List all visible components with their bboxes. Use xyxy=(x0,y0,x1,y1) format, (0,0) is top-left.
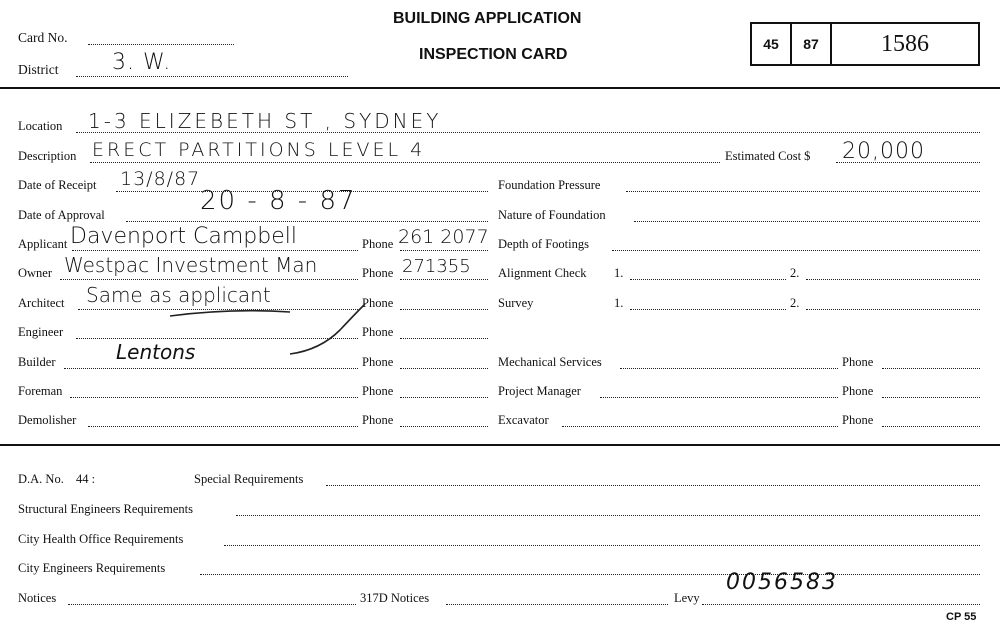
survey-field-1[interactable] xyxy=(630,309,786,310)
architect-phone-field[interactable] xyxy=(400,309,488,310)
special-requirements-field[interactable] xyxy=(326,485,980,486)
estimated-cost-value: 20,000 xyxy=(842,139,925,164)
foundation-pressure-field[interactable] xyxy=(626,191,980,192)
structural-engineers-field[interactable] xyxy=(236,515,980,516)
excavator-phone-field[interactable] xyxy=(882,426,980,427)
divider-top xyxy=(0,87,1000,89)
mechanical-services-label: Mechanical Services xyxy=(498,355,602,369)
alignment-field-1[interactable] xyxy=(630,279,786,280)
project-manager-field[interactable] xyxy=(600,397,838,398)
demolisher-phone-label: Phone xyxy=(362,413,394,427)
survey-num-1: 1. xyxy=(614,296,624,310)
date-approval-label: Date of Approval xyxy=(18,208,105,222)
applicant-phone-field[interactable] xyxy=(400,250,488,251)
foreman-label: Foreman xyxy=(18,384,63,398)
mechanical-phone-label: Phone xyxy=(842,355,874,369)
date-approval-field[interactable] xyxy=(126,221,488,222)
engineer-phone-field[interactable] xyxy=(400,338,488,339)
da-no-label: D.A. No. xyxy=(18,472,64,486)
location-label: Location xyxy=(18,119,63,133)
notices-label: Notices xyxy=(18,591,57,605)
excavator-field[interactable] xyxy=(562,426,838,427)
box-cell-a: 45 xyxy=(750,22,792,66)
builder-phone-label: Phone xyxy=(362,355,394,369)
architect-label: Architect xyxy=(18,296,65,310)
owner-phone-field[interactable] xyxy=(400,279,488,280)
architect-value: Same as applicant xyxy=(86,283,271,307)
foreman-phone-field[interactable] xyxy=(400,397,488,398)
pen-strokes xyxy=(150,290,380,370)
nature-foundation-field[interactable] xyxy=(634,221,980,222)
mechanical-phone-field[interactable] xyxy=(882,368,980,369)
mechanical-services-field[interactable] xyxy=(620,368,838,369)
depth-footings-field[interactable] xyxy=(612,250,980,251)
district-field[interactable] xyxy=(76,76,348,77)
levy-label: Levy xyxy=(674,591,700,605)
divider-middle xyxy=(0,444,1000,446)
city-health-field[interactable] xyxy=(224,545,980,546)
card-no-label: Card No. xyxy=(18,30,68,45)
alignment-num-1: 1. xyxy=(614,266,624,280)
notices-317d-label: 317D Notices xyxy=(360,591,430,605)
levy-value: 0056583 xyxy=(726,570,838,595)
owner-field[interactable] xyxy=(60,279,358,280)
description-value: ERECT PARTITIONS LEVEL 4 xyxy=(92,139,426,161)
district-label: District xyxy=(18,62,59,77)
survey-field-2[interactable] xyxy=(806,309,980,310)
estimated-cost-label: Estimated Cost $ xyxy=(725,149,811,163)
special-requirements-label: Special Requirements xyxy=(194,472,304,486)
owner-phone-label: Phone xyxy=(362,266,394,280)
form-title-line2: INSPECTION CARD xyxy=(419,46,568,63)
box-cell-b: 87 xyxy=(790,22,832,66)
demolisher-field[interactable] xyxy=(88,426,358,427)
excavator-label: Excavator xyxy=(498,413,549,427)
builder-phone-field[interactable] xyxy=(400,368,488,369)
alignment-check-label: Alignment Check xyxy=(498,266,587,280)
builder-value: Lentons xyxy=(116,340,196,364)
survey-label: Survey xyxy=(498,296,534,310)
excavator-phone-label: Phone xyxy=(842,413,874,427)
city-health-label: City Health Office Requirements xyxy=(18,532,184,546)
city-engineers-field[interactable] xyxy=(200,574,980,575)
description-label: Description xyxy=(18,149,77,163)
foundation-pressure-label: Foundation Pressure xyxy=(498,178,601,192)
district-value: 3. W. xyxy=(112,50,172,75)
location-value: 1-3 ELIZEBETH ST , SYDNEY xyxy=(88,109,442,133)
box-cell-number: 1586 xyxy=(830,22,980,66)
alignment-num-2: 2. xyxy=(790,266,800,280)
date-approval-value: 20 - 8 - 87 xyxy=(200,186,357,216)
builder-label: Builder xyxy=(18,355,56,369)
da-no-value: 44 : xyxy=(76,472,96,486)
foreman-field[interactable] xyxy=(70,397,358,398)
nature-foundation-label: Nature of Foundation xyxy=(498,208,606,222)
applicant-phone-value: 261 2077 xyxy=(398,226,489,248)
notices-field[interactable] xyxy=(68,604,356,605)
applicant-phone-label: Phone xyxy=(362,237,394,251)
description-field[interactable] xyxy=(90,162,720,163)
owner-value: Westpac Investment Man xyxy=(64,253,318,277)
project-manager-phone-field[interactable] xyxy=(882,397,980,398)
applicant-label: Applicant xyxy=(18,237,68,251)
owner-label: Owner xyxy=(18,266,53,280)
demolisher-label: Demolisher xyxy=(18,413,77,427)
alignment-field-2[interactable] xyxy=(806,279,980,280)
card-no-field[interactable] xyxy=(88,44,234,45)
foreman-phone-label: Phone xyxy=(362,384,394,398)
engineer-phone-label: Phone xyxy=(362,325,394,339)
project-manager-phone-label: Phone xyxy=(842,384,874,398)
project-manager-label: Project Manager xyxy=(498,384,581,398)
levy-field[interactable] xyxy=(702,604,980,605)
applicant-value: Davenport Campbell xyxy=(70,224,297,249)
engineer-label: Engineer xyxy=(18,325,64,339)
depth-footings-label: Depth of Footings xyxy=(498,237,589,251)
architect-phone-label: Phone xyxy=(362,296,394,310)
structural-engineers-label: Structural Engineers Requirements xyxy=(18,502,193,516)
form-title-line1: BUILDING APPLICATION xyxy=(393,10,582,27)
notices-317d-field[interactable] xyxy=(446,604,668,605)
demolisher-phone-field[interactable] xyxy=(400,426,488,427)
survey-num-2: 2. xyxy=(790,296,800,310)
owner-phone-value: 271355 xyxy=(402,256,471,277)
city-engineers-label: City Engineers Requirements xyxy=(18,561,166,575)
date-receipt-value: 13/8/87 xyxy=(120,168,201,190)
form-code: CP 55 xyxy=(946,611,977,623)
applicant-field[interactable] xyxy=(72,250,358,251)
date-receipt-label: Date of Receipt xyxy=(18,178,97,192)
